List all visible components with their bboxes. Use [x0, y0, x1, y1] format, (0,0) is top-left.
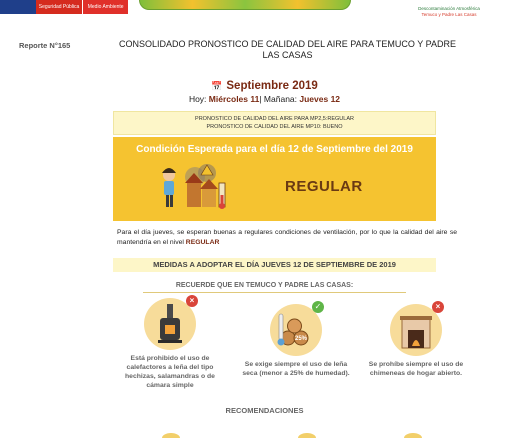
forecast-mp25: PRONOSTICO DE CALIDAD DEL AIRE PARA MP2,5:REGULAR — [195, 116, 354, 122]
recommendations-title: RECOMENDACIONES — [225, 406, 304, 415]
calendar-icon: 📅 — [211, 81, 223, 91]
government-logo — [0, 0, 128, 14]
measure-stove — [115, 298, 225, 390]
hoy-label: Hoy: — [188, 94, 207, 104]
measure-stove-text: Está prohibido el uso de calefactores a leña del tipo hechizas, salamandras o de cámara simple — [125, 355, 215, 389]
gob-label-medio-ambiente: Medio Ambiente — [83, 0, 128, 14]
forecast-mp10: PRONOSTICO DE CALIDAD DEL AIRE MP10: BUENO — [206, 123, 343, 130]
divider — [143, 292, 406, 293]
measure-firewood — [241, 304, 351, 378]
program-logo — [410, 0, 488, 18]
stove-icon — [144, 298, 196, 350]
month-heading — [0, 80, 529, 92]
program-logo-line1: Descontaminación Atmosférica — [418, 6, 480, 11]
top-banner — [0, 0, 529, 17]
condition-value: REGULAR — [285, 178, 363, 195]
city-smog-icon — [147, 161, 239, 211]
measure-fireplace-text: Se prohíbe siempre el uso de chimeneas de hogar abierto. — [368, 361, 464, 377]
manana-label: | Mañana: — [259, 94, 298, 104]
firewood-icon — [270, 304, 322, 356]
condition-box — [113, 137, 436, 221]
program-logo-line2: Temuco y Padre Las Casas — [421, 12, 477, 17]
report-number: Reporte N°165 — [19, 41, 71, 50]
paragraph-text: Para el día jueves, se esperan buenas a regulares condiciones de ventilación, por lo que la calidad del aire se mantendría en el nivel — [117, 229, 457, 246]
forecast-paragraph — [117, 228, 457, 248]
humidity-label: 25% — [294, 336, 308, 342]
paragraph-level: REGULAR — [185, 239, 220, 246]
gob-logo-blue — [0, 0, 36, 14]
fireplace-icon — [390, 304, 442, 356]
recommendation-icon — [298, 433, 316, 438]
forecast-box — [113, 111, 436, 135]
report-title: CONSOLIDADO PRONOSTICO DE CALIDAD DEL AIRE PARA TEMUCO Y PADRE LAS CASAS — [119, 39, 456, 60]
prohibited-icon: × — [186, 295, 198, 307]
gob-label-seguridad: Seguridad Pública — [36, 0, 83, 14]
banner-illustration — [139, 0, 351, 10]
month-label: Septiembre 2019 — [226, 80, 318, 92]
dates-line — [0, 94, 529, 104]
manana-value: Jueves 12 — [299, 94, 341, 104]
hoy-value: Miércoles 11 — [208, 94, 260, 104]
recommendation-icon — [162, 433, 180, 438]
measures-subtitle: RECUERDE QUE EN TEMUCO Y PADRE LAS CASAS: — [175, 282, 354, 289]
check-icon: ✓ — [312, 301, 324, 313]
measure-firewood-text: Se exige siempre el uso de leña seca (menor a 25% de humedad). — [242, 361, 350, 377]
prohibited-icon: × — [432, 301, 444, 313]
measures-title: MEDIDAS A ADOPTAR EL DÍA JUEVES 12 DE SEPTIEMBRE DE 2019 — [113, 258, 436, 272]
measure-fireplace — [361, 304, 471, 378]
condition-title: Condición Esperada para el día 12 de Septiembre del 2019 — [136, 144, 413, 155]
recommendation-icon — [404, 433, 422, 438]
